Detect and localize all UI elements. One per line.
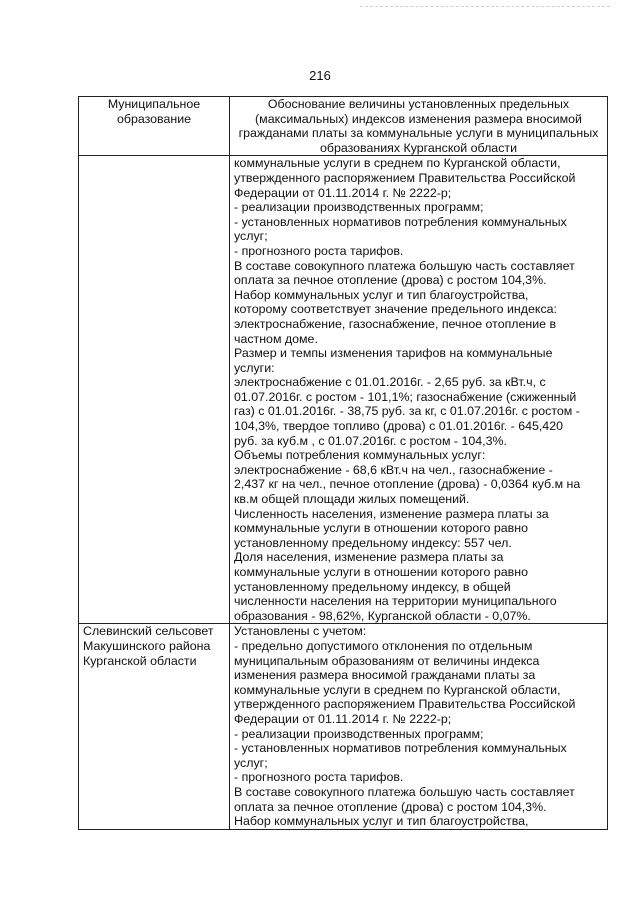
- text-line: численности населения на территории муниципального: [234, 594, 557, 609]
- text-line: электроснабжение - 68,6 кВт.ч на чел., газоснабжение -: [234, 462, 553, 477]
- text-line: В составе совокупного платежа большую часть составляет: [234, 784, 575, 799]
- header-justification: Обоснование величины установленных предельных (максимальных) индексов изменения размера вносимой гражданами платы за коммунальные услуги в муниципальных образованиях Курганской области: [230, 97, 608, 156]
- municipality-cell: [79, 156, 230, 624]
- text-line: - прогнозного роста тарифов.: [234, 770, 404, 785]
- text-line: электроснабжение, газоснабжение, печное отопление в: [234, 316, 557, 331]
- text-line: 104,3%, твердое топливо (дрова) с 01.01.2016г. - 645,420: [234, 419, 563, 434]
- text-line: коммунальные услуги в среднем по Курганской области,: [234, 156, 561, 171]
- text-line: услуг;: [234, 229, 268, 244]
- text-line: которому соответствует значение предельного индекса:: [234, 302, 557, 317]
- text-line: Федерации от 01.11.2014 г. № 2222-р;: [234, 711, 452, 726]
- text-line: Объемы потребления коммунальных услуг:: [234, 448, 486, 463]
- text-line: образования - 98,62%, Курганской области - 0,07%.: [234, 608, 531, 623]
- text-line: Набор коммунальных услуг и тип благоустройства,: [234, 287, 529, 302]
- text-line: Размер и темпы изменения тарифов на коммунальные: [234, 346, 553, 361]
- text-line: руб. за куб.м , с 01.07.2016г. с ростом - 104,3%.: [234, 433, 507, 448]
- text-line: - установленных нормативов потребления коммунальных: [234, 741, 567, 756]
- text-line: коммунальные услуги в среднем по Курганской области,: [234, 682, 561, 697]
- text-line: - реализации производственных программ;: [234, 200, 484, 215]
- text-line: - установленных нормативов потребления коммунальных: [234, 214, 567, 229]
- text-line: установленному предельному индексу: 557 чел.: [234, 535, 512, 550]
- text-line: Федерации от 01.11.2014 г. № 2222-р;: [234, 185, 452, 200]
- text-line: Набор коммунальных услуг и тип благоустройства,: [234, 814, 529, 829]
- tariff-index-table: [78, 96, 608, 830]
- scan-artifact: [360, 6, 610, 9]
- text-line: утвержденного распоряжением Правительства Российской: [234, 697, 576, 712]
- text-line: Численность населения, изменение размера платы за: [234, 506, 549, 521]
- justification-cell: [230, 624, 608, 829]
- text-line: Установлены с учетом:: [234, 624, 367, 639]
- text-line: 01.07.2016г. с ростом - 101,1%; газоснабжение (сжиженный: [234, 389, 577, 404]
- text-line: газ) с 01.01.2016г. - 38,75 руб. за кг, с 01.07.2016г. с ростом -: [234, 404, 580, 419]
- page-number: 216: [309, 68, 331, 83]
- text-line: установленному предельному индексу, в общей: [234, 579, 511, 594]
- text-line: кв.м общей площади жилых помещений.: [234, 492, 470, 507]
- text-line: 2,437 кг на чел., печное отопление (дрова) - 0,0364 куб.м на: [234, 477, 581, 492]
- justification-cell: [230, 156, 608, 624]
- text-line: услуги:: [234, 360, 275, 375]
- text-line: Доля населения, изменение размера платы за: [234, 550, 504, 565]
- text-line: коммунальные услуги в отношении которого равно: [234, 565, 528, 579]
- text-line: утвержденного распоряжением Правительства Российской: [234, 170, 576, 185]
- table-row: [79, 624, 608, 829]
- text-line: - прогнозного роста тарифов.: [234, 243, 404, 258]
- text-line: муниципальным образованиям от величины индекса: [234, 653, 540, 668]
- text-line: - реализации производственных программ;: [234, 726, 484, 741]
- text-line: коммунальные услуги в отношении которого равно: [234, 521, 528, 536]
- text-line: оплата за печное отопление (дрова) с ростом 104,3%.: [234, 273, 547, 288]
- text-line: изменения размера вносимой гражданами платы за: [234, 668, 536, 683]
- text-line: услуг;: [234, 755, 268, 770]
- table-header-row: [79, 97, 608, 156]
- text-line: - предельно допустимого отклонения по отдельным: [234, 638, 533, 653]
- text-line: электроснабжение с 01.01.2016г. - 2,65 руб. за кВт.ч, с: [234, 375, 546, 390]
- table-row: [79, 156, 608, 624]
- text-line: В составе совокупного платежа большую часть составляет: [234, 258, 575, 273]
- text-line: оплата за печное отопление (дрова) с ростом 104,3%.: [234, 799, 547, 814]
- header-municipality: Муниципальное образование: [79, 97, 230, 156]
- text-line: частном доме.: [234, 331, 318, 346]
- municipality-cell: Слевинский сельсовет Макушинского района Курганской области: [79, 624, 230, 829]
